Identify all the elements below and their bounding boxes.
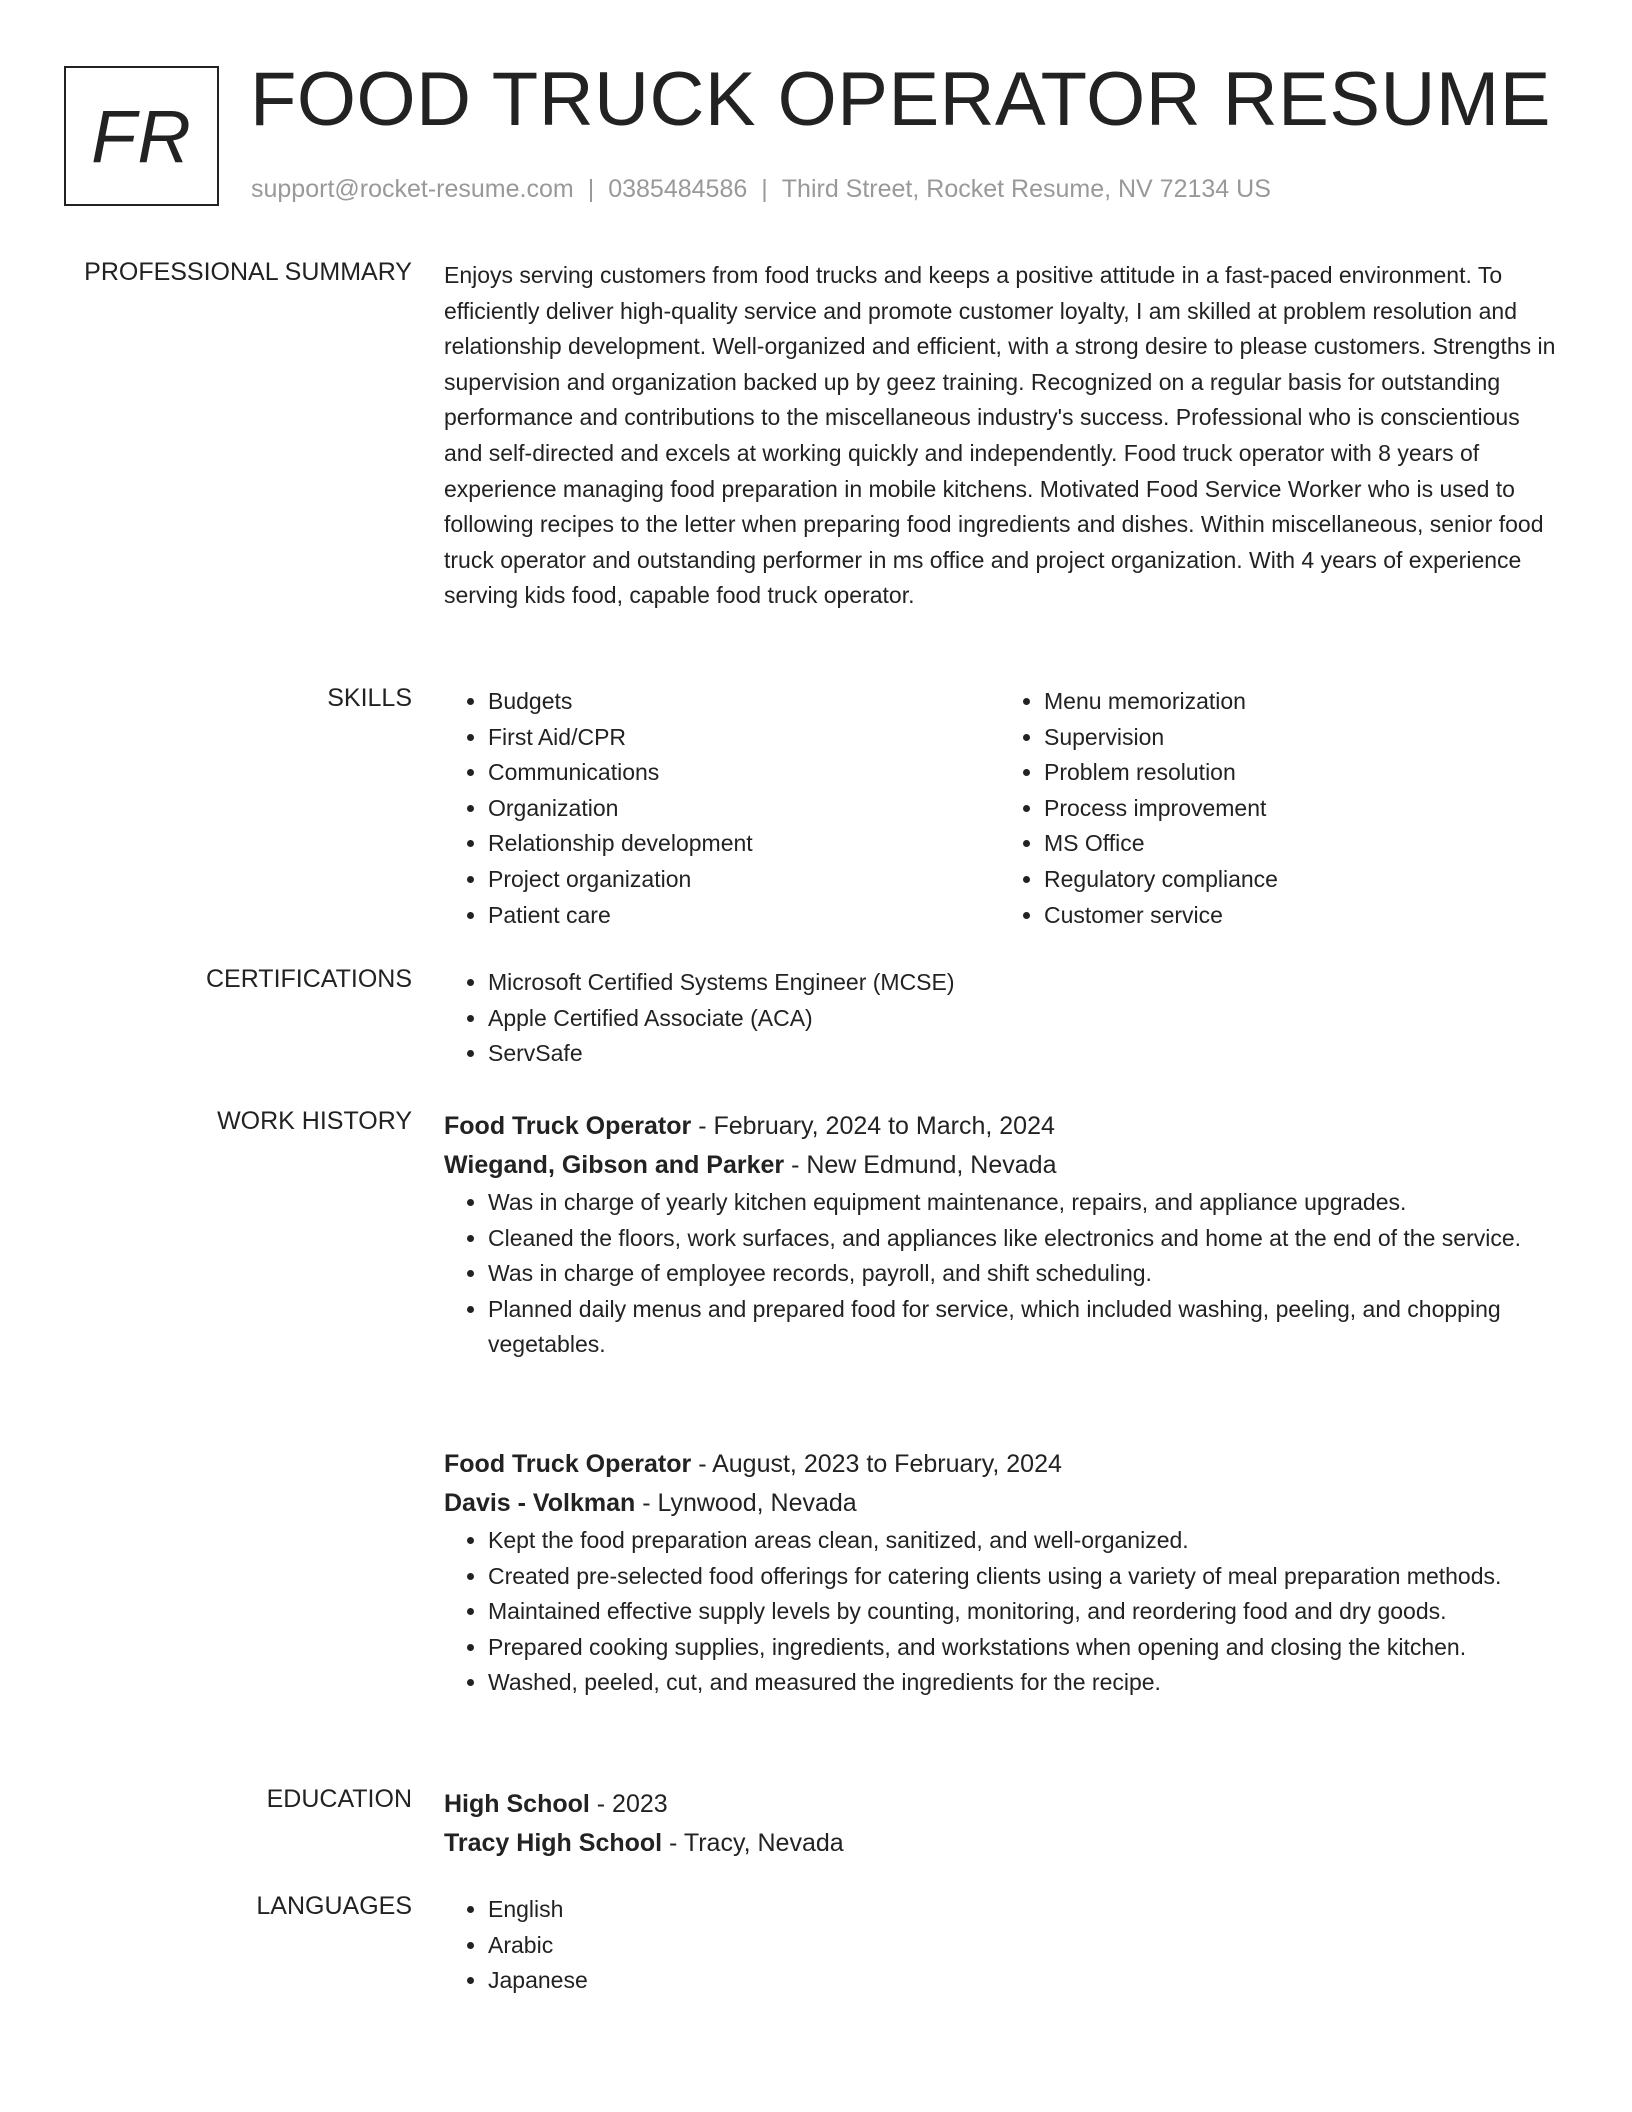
education-location: - Tracy, Nevada xyxy=(662,1829,844,1857)
list-item: • Microsoft Certified Systems Engineer (MCSE) xyxy=(488,965,1556,1001)
education-body xyxy=(444,1785,1556,1863)
job-company: Wiegand, Gibson and Parker xyxy=(444,1151,785,1179)
work-history-body-2 xyxy=(444,1445,1556,1701)
list-item: • Relationship development xyxy=(488,826,1000,862)
list-item: • Created pre-selected food offerings for catering clients using a variety of meal preparation methods. xyxy=(488,1559,1556,1595)
job-title-line xyxy=(444,1107,1556,1146)
skills-list-left xyxy=(444,684,1000,933)
section-label-languages: LANGUAGES xyxy=(256,1892,412,1920)
list-item: • First Aid/CPR xyxy=(488,720,1000,756)
summary-body xyxy=(444,258,1556,614)
education-degree: High School xyxy=(444,1790,590,1818)
list-item: • Organization xyxy=(488,791,1000,827)
section-label-education: EDUCATION xyxy=(266,1785,412,1813)
list-item: • Patient care xyxy=(488,898,1000,934)
contact-line xyxy=(251,175,1271,204)
list-item: • Customer service xyxy=(1044,898,1556,934)
job-company-line xyxy=(444,1146,1556,1185)
job-entry xyxy=(444,1445,1556,1701)
list-item: • Regulatory compliance xyxy=(1044,862,1556,898)
contact-separator: | xyxy=(761,175,768,203)
list-item: • Process improvement xyxy=(1044,791,1556,827)
monogram-logo: FR xyxy=(64,66,219,206)
list-item: • Problem resolution xyxy=(1044,755,1556,791)
job-location: - New Edmund, Nevada xyxy=(784,1151,1057,1179)
skills-columns xyxy=(444,684,1556,933)
list-item: • MS Office xyxy=(1044,826,1556,862)
list-item: • Planned daily menus and prepared food for service, which included washing, peeling, and chopping vegetables. xyxy=(488,1292,1556,1363)
education-degree-line xyxy=(444,1785,1556,1824)
summary-text: Enjoys serving customers from food trucks and keeps a positive attitude in a fast-paced environment. To efficiently deliver high-quality service and promote customer loyalty, I am skilled at problem resolution and relationship development. Well-organized and efficient, with a strong desire to please customers. Strengths in supervision and organization backed up by geez training. Recognized on a regular basis for outstanding performance and contributions to the miscellaneous industry's success. Professional who is conscientious and self-directed and excels at working quickly and independently. Food truck operator with 8 years of experience managing food preparation in mobile kitchens. Motivated Food Service Worker who is used to following recipes to the letter when preparing food ingredients and dishes. Within miscellaneous, senior food truck operator and outstanding performer in ms office and project organization. With 4 years of experience serving kids food, capable food truck operator. xyxy=(444,262,1556,609)
job-dates: - February, 2024 to March, 2024 xyxy=(691,1112,1055,1140)
list-item: • Supervision xyxy=(1044,720,1556,756)
job-location: - Lynwood, Nevada xyxy=(635,1489,857,1517)
job-title: Food Truck Operator xyxy=(444,1450,692,1478)
certifications-body xyxy=(444,965,1556,1072)
certifications-list xyxy=(444,965,1556,1072)
list-item: • Was in charge of yearly kitchen equipment maintenance, repairs, and appliance upgrades. xyxy=(488,1185,1556,1221)
list-item: • Maintained effective supply levels by counting, monitoring, and reordering food and dry goods. xyxy=(488,1594,1556,1630)
list-item: • Apple Certified Associate (ACA) xyxy=(488,1001,1556,1037)
section-label-skills: SKILLS xyxy=(327,684,412,712)
list-item: • Japanese xyxy=(488,1963,1556,1999)
job-bullets xyxy=(444,1523,1556,1701)
contact-phone[interactable]: 0385484586 xyxy=(608,175,748,203)
list-item: • Prepared cooking supplies, ingredients, and workstations when opening and closing the kitchen. xyxy=(488,1630,1556,1666)
languages-list xyxy=(444,1892,1556,1999)
contact-address: Third Street, Rocket Resume, NV 72134 US xyxy=(781,175,1271,203)
contact-separator: | xyxy=(587,175,595,203)
list-item: • Kept the food preparation areas clean, sanitized, and well-organized. xyxy=(488,1523,1556,1559)
languages-body xyxy=(444,1892,1556,1999)
section-label-work-history: WORK HISTORY xyxy=(217,1107,412,1135)
list-item: • Cleaned the floors, work surfaces, and appliances like electronics and home at the end of the service. xyxy=(488,1221,1556,1257)
job-company: Davis - Volkman xyxy=(444,1489,636,1517)
list-item: • Project organization xyxy=(488,862,1000,898)
section-label-certifications: CERTIFICATIONS xyxy=(205,965,412,993)
job-entry xyxy=(444,1107,1556,1363)
list-item: • ServSafe xyxy=(488,1036,1556,1072)
job-title-line xyxy=(444,1445,1556,1484)
list-item: • Washed, peeled, cut, and measured the ingredients for the recipe. xyxy=(488,1665,1556,1701)
skills-list-right xyxy=(1000,684,1556,933)
list-item: • Was in charge of employee records, payroll, and shift scheduling. xyxy=(488,1256,1556,1292)
list-item: • Communications xyxy=(488,755,1000,791)
list-item: • English xyxy=(488,1892,1556,1928)
job-dates: - August, 2023 to February, 2024 xyxy=(691,1450,1062,1478)
list-item: • Budgets xyxy=(488,684,1000,720)
contact-email[interactable]: support@rocket-resume.com xyxy=(251,175,574,203)
job-title: Food Truck Operator xyxy=(444,1112,692,1140)
job-company-line xyxy=(444,1484,1556,1523)
education-school-line xyxy=(444,1824,1556,1863)
education-school: Tracy High School xyxy=(444,1829,663,1857)
list-item: • Menu memorization xyxy=(1044,684,1556,720)
page-title: FOOD TRUCK OPERATOR RESUME xyxy=(250,57,1551,142)
job-bullets xyxy=(444,1185,1556,1363)
education-year: - 2023 xyxy=(589,1790,668,1818)
work-history-body xyxy=(444,1107,1556,1363)
list-item: • Arabic xyxy=(488,1928,1556,1964)
section-label-summary: PROFESSIONAL SUMMARY xyxy=(84,258,412,286)
